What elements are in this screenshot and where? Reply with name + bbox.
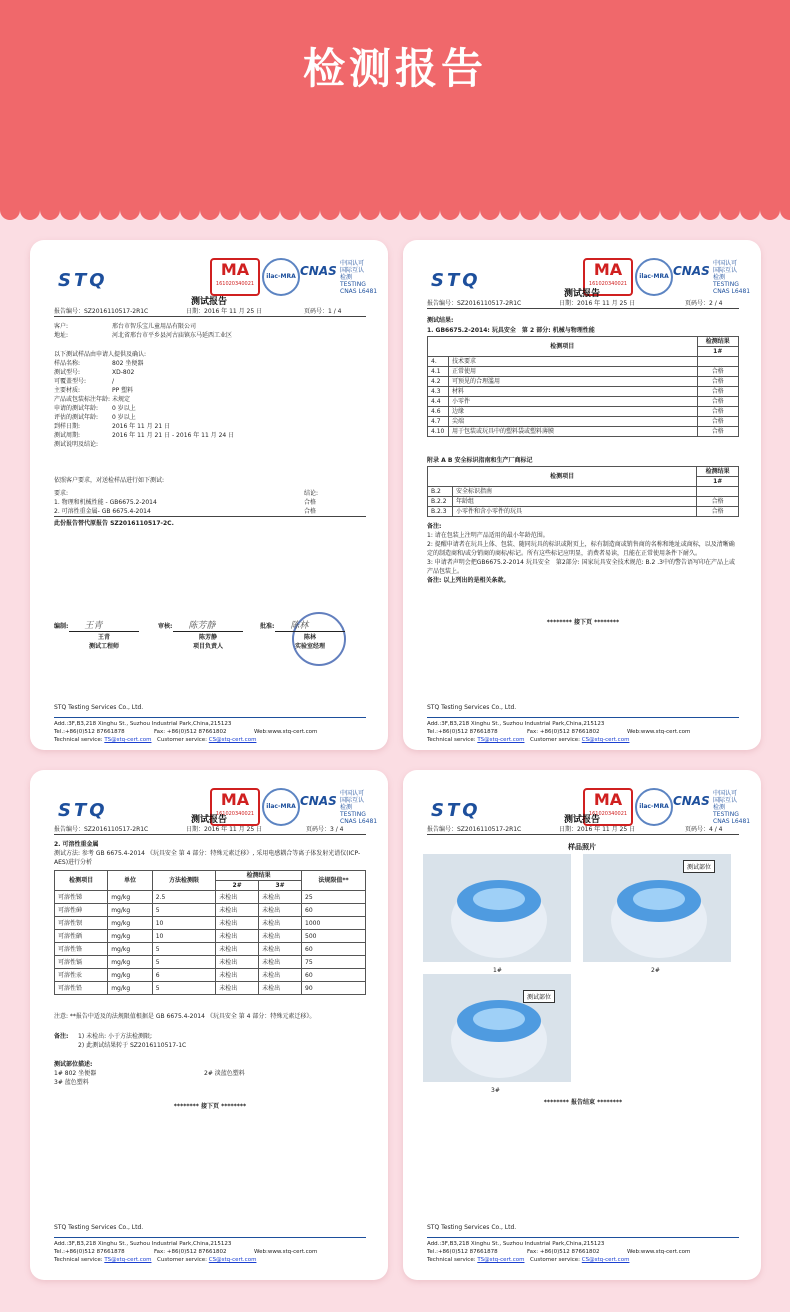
report-title: 测试报告	[190, 297, 227, 307]
banner-scallop-edge	[0, 190, 790, 230]
cnas-logo: CNAS	[673, 264, 710, 278]
divider	[427, 308, 739, 309]
signature-reviewer: 审核: 陈芳静 陈芳静 项目负责人	[158, 618, 258, 650]
cnas-logo: CNAS	[300, 794, 337, 808]
cust-email-link[interactable]: CS@stq-cert.com	[208, 1257, 257, 1263]
regulation-note: 注意: **报告中适及的法规限值根据是 GB 6675.4-2014 《玩具安全 第 4 部分：特殊元素迁移》。	[54, 1013, 316, 1020]
table-row: 可溶性铅 mg/kg 5 未检出 未检出 90	[55, 982, 366, 995]
heavy-metal-table: 检测项目 单位 方法检测限 检测结果 法规限值** 2# 3# 可溶性锑 mg/kg 2.5 未检出 未检出 25 可溶性砷 mg/kg 5 未检出 未检出 60 可溶性钡 mg/kg 10 未检出 未检出 1000 可溶性硒 mg/kg 10 未检出 未检出 500 可溶性铬 mg/kg 5 未检出 未检出 60 可溶性镉 mg/kg 5 未检出 未检出 75 可溶性汞 mg/kg 6 未检出 未检出 60 可溶性铅 mg/kg 5 未检出 未检出 90	[54, 870, 366, 995]
divider	[54, 316, 366, 317]
report-footer: STQ Testing Services Co., Ltd. Add.:3F,B3,218 Xinghu St., Suzhou Industrial Park,China,215123 Tel.:+86(0)512 87661878 Fax: +86(0)512 87661802 Web:www.stq-cert.com Technical service: TS@stq-cert.com Customer service: CS@stq-cert.com	[54, 1224, 366, 1264]
signature-compiler: 编制: 王青 王青 测试工程师	[54, 618, 154, 650]
cnas-label: 中国认可 国际互认 检测 TESTING CNAS L6481	[713, 260, 751, 295]
report-end-marker: ******** 报告结束 ********	[543, 1099, 623, 1106]
table-row: 可溶性汞 mg/kg 6 未检出 未检出 60	[55, 969, 366, 982]
ilac-mra-logo: ilac-MRA	[635, 258, 673, 296]
table-row: 4.4 小零件 合格	[428, 397, 739, 407]
photo-2-label: 2#	[651, 967, 660, 974]
mechanical-results-table: 检测项目 检测结果 1# 4. 技术要求 4.1 正常使用 合格 4.2 可预见的合理滥用 合格 4.3 材料 合格 4.4 小零件 合格 4.6 边缘 合格 4.7 尖端 合格 4.10 用于包装或玩具中的塑料袋或塑料薄膜 合格	[427, 336, 739, 437]
cust-email-link[interactable]: CS@stq-cert.com	[581, 737, 630, 743]
table-row: 可溶性镉 mg/kg 5 未检出 未检出 75	[55, 956, 366, 969]
photo-title: 样品照片	[568, 843, 596, 851]
method-text: 2. 可溶性重金属 测试方法: 参考 GB 6675.4-2014 《玩具安全 第 4 部分：特殊元素迁移》, 采用电感耦合等离子体发射光谱仪(ICP-AES)进行分析	[54, 841, 361, 866]
cma-seal: MA 161020340021	[583, 258, 633, 296]
table-row: B.2.3 小零件和含小零件的玩具 合格	[428, 507, 739, 517]
stq-logo: STQ	[58, 270, 108, 291]
stq-logo: STQ	[431, 800, 481, 821]
table-row: 可溶性砷 mg/kg 5 未检出 未检出 60	[55, 904, 366, 917]
banner-title: 检测报告	[302, 44, 487, 93]
sample-photo-2	[583, 854, 731, 962]
continued-marker: ******** 接下页 ********	[173, 1103, 247, 1110]
report-page-3: STQ MA 161020340021 ilac-MRA CNAS 中国认可 国际互认 检测 TESTING CNAS L6481 测试报告 报告编号：SZ2016110517-2R1C 日期：2016 年 11 月 25 日 页码号：3 / 4 2. 可溶性重金属 测试方法: 参考 GB 6675.4-2014 《玩具安全 第 4 部分：特殊元素迁移》, 采用电感耦合等离子体发射光谱仪(ICP-AES)进行分析 检测项目 单位 方法检测限 检测结果 法规限值** 2# 3# 可溶性锑 mg/kg 2.5 未检出 未检出 25 可溶性砷 mg/kg 5 未检出 未检出 60 可溶性钡 mg/kg 10 未检出 未检出 1000 可溶性硒 mg/kg 10 未检出 未检出 500 可溶性铬 mg/kg 5 未检出 未检出 60 可溶性镉 mg/kg 5 未检出 未检出 75 可溶性汞 mg/kg 6 未检出 未检出 60 可溶性铅 mg/kg 5 未检出 未检出 90 注意: **报告中适及的法规限值根据是 GB 6675.4-2014 《玩具安全 第 4 部分：特殊元素迁移》。 备注: 1) 未检出: 小于方法检测限; 2) 此测试结果转于 SZ2016110517-1C 测试部位描述: 1# 802 坐便器 2# 淡蓝色塑料 3# 蓝色塑料 ******** 接下页 ******** STQ Testing Services Co., Ltd. Add.:3F,B3,218 Xinghu St., Suzhou Industrial Park,China,215123 Tel.:+86(0)512 87661878 Fax: +86(0)512 87661802 Web:www.stq-cert.com Technical service: TS@stq-cert.com Customer service: CS@stq-cert.com	[30, 770, 388, 1280]
table-row: B.2.2 年龄组 合格	[428, 497, 739, 507]
report-footer: STQ Testing Services Co., Ltd. Add.:3F,B3,218 Xinghu St., Suzhou Industrial Park,China,215123 Tel.:+86(0)512 87661878 Fax: +86(0)512 87661802 Web:www.stq-cert.com Technical service: TS@stq-cert.com Customer service: CS@stq-cert.com	[54, 704, 366, 744]
table-row: 可溶性硒 mg/kg 10 未检出 未检出 500	[55, 930, 366, 943]
divider	[427, 834, 739, 835]
report-header	[30, 258, 388, 298]
test-part-description: 测试部位描述: 1# 802 坐便器 2# 淡蓝色塑料 3# 蓝色塑料	[54, 1061, 245, 1086]
table-row: 4.7 尖端 合格	[428, 417, 739, 427]
photo-1-label: 1#	[493, 967, 502, 974]
report-page-4: STQ MA 161020340021 ilac-MRA CNAS 中国认可 国际互认 检测 TESTING CNAS L6481 测试报告 报告编号：SZ2016110517-2R1C 日期：2016 年 11 月 25 日 页码号：4 / 4 样品照片 1# 测试部位 2# 测试部位 3# ******** 报告结束 ******** STQ Testing Services Co., Ltd. Add.:3F,B3,218 Xinghu St., Suzhou Industrial Park,China,215123 Tel.:+86(0)512 87661878 Fax: +86(0)512 87661802 Web:www.stq-cert.com Technical service: TS@stq-cert.com Customer service: CS@stq-cert.com	[403, 770, 761, 1280]
table-row: 4.2 可预见的合理滥用 合格	[428, 377, 739, 387]
sample-photo-3	[423, 974, 571, 1082]
table-row: 4.6 边缘 合格	[428, 407, 739, 417]
labeling-results-table: 检测项目 检测结果 1# B.2 安全标识指南 B.2.2 年龄组 合格 B.2.3 小零件和含小零件的玩具 合格	[427, 466, 739, 517]
cnas-label: 中国认可 国际互认 检测 TESTING CNAS L6481	[340, 260, 378, 295]
results-title: 测试结果:	[427, 317, 454, 324]
ilac-mra-logo: ilac-MRA	[262, 788, 300, 826]
cma-seal: MA 161020340021	[583, 788, 633, 826]
cust-email-link[interactable]: CS@stq-cert.com	[581, 1257, 630, 1263]
continued-marker: ******** 接下页 ********	[546, 619, 620, 626]
test-part-tag: 测试部位	[523, 990, 555, 1003]
report-page-1: STQ MA 161020340021 ilac-MRA CNAS 中国认可 国际互认 检测 TESTING CNAS L6481 测试报告 报告编号：SZ2016110517-2R1C 日期：2016 年 11 月 25 日 页码号：1 / 4 客户: 邢台市智乐宝儿童用品有限公司 地址: 河北省邢台市平乡县河古庙镇东马延西工业区 以下测试样品由申请人提供及确认: 样品名称: 802 坐便器 测试型号: XD-802 可覆盖型号: / 主要材质: PP 塑料 产品或包装标注年龄: 未规定 申请的测试年龄: 0 岁以上 评估的测试年龄: 0 岁以上 到样日期: 2016 年 11 月 21 日 测试周期: 2016 年 11 月 21 日 - 2016 年 11 月 24 日 测试说明及结论: 依照客户要求，对送检样品进行如下测试: 要求: 结论: 1. 物理和机械性能 - GB6675.2-2014 合格 2. 可溶性重金属- GB 6675.4-2014 合格 此份报告替代原报告 SZ2016110517-2C. 编制: 王青 王青 测试工程师 审核: 陈芳静 陈芳静 项目负责人 批准: 陈林 陈林 实验室经理 STQ Testing Services Co., Ltd. Add.:3F,B3,218 Xinghu St., Suzhou Industrial Park,China,215123 Tel.:+86(0)512 87661878 Fax: +86(0)512 87661802 Web:www.stq-cert.com Technical service: TS@stq-cert.com Customer service: CS@stq-cert.com	[30, 240, 388, 750]
tech-email-link[interactable]: TS@stq-cert.com	[104, 737, 152, 743]
cma-seal: MA 161020340021	[210, 258, 260, 296]
report-footer: STQ Testing Services Co., Ltd. Add.:3F,B3,218 Xinghu St., Suzhou Industrial Park,China,215123 Tel.:+86(0)512 87661878 Fax: +86(0)512 87661802 Web:www.stq-cert.com Technical service: TS@stq-cert.com Customer service: CS@stq-cert.com	[427, 704, 739, 744]
cnas-logo: CNAS	[673, 794, 710, 808]
stq-logo: STQ	[431, 270, 481, 291]
cnas-label: 中国认可 国际互认 检测 TESTING CNAS L6481	[340, 790, 378, 825]
sample-info: 以下测试样品由申请人提供及确认: 样品名称: 802 坐便器 测试型号: XD-802 可覆盖型号: / 主要材质: PP 塑料 产品或包装标注年龄: 未规定 申请的测试年龄: 0 岁以上 评估的测试年龄: 0 岁以上 到样日期: 2016 年 11 月 21 日 测试周期: 2016 年 11 月 21 日 - 2016 年 11 月 24 日 测试说明及结论:	[54, 351, 235, 448]
table-row: 可溶性铬 mg/kg 5 未检出 未检出 60	[55, 943, 366, 956]
tech-email-link[interactable]: TS@stq-cert.com	[477, 737, 525, 743]
report-title: 测试报告	[563, 289, 600, 299]
report-page-2: STQ MA 161020340021 ilac-MRA CNAS 中国认可 国际互认 检测 TESTING CNAS L6481 测试报告 报告编号：SZ2016110517-2R1C 日期：2016 年 11 月 25 日 页码号：2 / 4 测试结果: 1. GB6675.2-2014: 玩具安全 第 2 部分: 机械与物理性能 检测项目 检测结果 1# 4. 技术要求 4.1 正常使用 合格 4.2 可预见的合理滥用 合格 4.3 材料 合格 4.4 小零件 合格 4.6 边缘 合格 4.7 尖端 合格 4.10 用于包装或玩具中的塑料袋或塑料薄膜 合格 附录 A B 安全标识指南和生产厂商标记 检测项目 检测结果 1# B.2 安全标识指南 B.2.2 年龄组 合格 B.2.3 小零件和含小零件的玩具 合格 备注: 1: 请在包装上注明产品适用的最小年龄范围。 2: 提醒申请者在玩具上体、包装、随同玩具的标识或附页上，标有制造商或销售商的名称和地址或商标，以及清晰确定的制造商和/或分销商的商标/标记。所有这些标记应明显，消费者易读，且能在正常使用条件下耐久。 3: 申请者声明会把GB6675.2-2014 玩具安全 第2部分: 国家玩具安全技术规范: B.2 .3中的警告语写印在产品上或产品包装上。 备注: 以上列出的是相关条款。 ******** 接下页 ******** STQ Testing Services Co., Ltd. Add.:3F,B3,218 Xinghu St., Suzhou Industrial Park,China,215123 Tel.:+86(0)512 87661878 Fax: +86(0)512 87661802 Web:www.stq-cert.com Technical service: TS@stq-cert.com Customer service: CS@stq-cert.com	[403, 240, 761, 750]
table-row: 4.10 用于包装或玩具中的塑料袋或塑料薄膜 合格	[428, 427, 739, 437]
remarks: 备注: 1) 未检出: 小于方法检测限; 2) 此测试结果转于 SZ2016110517-1C	[54, 1033, 187, 1049]
section-1-title: 1. GB6675.2-2014: 玩具安全 第 2 部分: 机械与物理性能	[427, 327, 595, 334]
test-part-tag: 测试部位	[683, 860, 715, 873]
ilac-mra-logo: ilac-MRA	[262, 258, 300, 296]
cnas-label: 中国认可 国际互认 检测 TESTING CNAS L6481	[713, 790, 751, 825]
tech-email-link[interactable]: TS@stq-cert.com	[477, 1257, 525, 1263]
divider	[54, 834, 366, 835]
test-requirements: 依照客户要求，对送检样品进行如下测试: 要求: 结论: 1. 物理和机械性能 - GB6675.2-2014 合格 2. 可溶性重金属- GB 6675.4-2014 合格 此份报告替代原报告 SZ2016110517-2C.	[54, 476, 366, 528]
table-row: 4.3 材料 合格	[428, 387, 739, 397]
cust-email-link[interactable]: CS@stq-cert.com	[208, 737, 257, 743]
table-row: 可溶性锑 mg/kg 2.5 未检出 未检出 25	[55, 891, 366, 904]
cma-seal: MA 161020340021	[210, 788, 260, 826]
signature-approver: 批准: 陈林 陈林 实验室经理	[260, 618, 360, 650]
report-title: 测试报告	[190, 815, 227, 825]
table-row: 4.1 正常使用 合格	[428, 367, 739, 377]
cnas-logo: CNAS	[300, 264, 337, 278]
table-row: 4. 技术要求	[428, 357, 739, 367]
client-info: 客户: 邢台市智乐宝儿童用品有限公司 地址: 河北省邢台市平乡县河古庙镇东马延西工业区	[54, 323, 233, 339]
photo-3-label: 3#	[491, 1087, 500, 1094]
stq-logo: STQ	[58, 800, 108, 821]
table-row: B.2 安全标识指南	[428, 487, 739, 497]
report-footer: STQ Testing Services Co., Ltd. Add.:3F,B3,218 Xinghu St., Suzhou Industrial Park,China,215123 Tel.:+86(0)512 87661878 Fax: +86(0)512 87661802 Web:www.stq-cert.com Technical service: TS@stq-cert.com Customer service: CS@stq-cert.com	[427, 1224, 739, 1264]
ilac-mra-logo: ilac-MRA	[635, 788, 673, 826]
report-title: 测试报告	[563, 815, 600, 825]
notes: 备注: 1: 请在包装上注明产品适用的最小年龄范围。 2: 提醒申请者在玩具上体、包装、随同玩具的标识或附页上，标有制造商或销售商的名称和地址或商标，以及清晰确定的制造商和/或分销商的商标/标记。所有这些标记应明显，消费者易读，且能在正常使用条件下耐久。 3: 申请者声明会把GB6675.2-2014 玩具安全 第2部分: 国家玩具安全技术规范: B.2 .3中的警告语写印在产品上或产品包装上。 备注: 以上列出的是相关条款。	[427, 523, 735, 584]
sample-photo-1	[423, 854, 571, 962]
section-2-title: 附录 A B 安全标识指南和生产厂商标记	[427, 457, 533, 464]
table-row: 可溶性钡 mg/kg 10 未检出 未检出 1000	[55, 917, 366, 930]
tech-email-link[interactable]: TS@stq-cert.com	[104, 1257, 152, 1263]
